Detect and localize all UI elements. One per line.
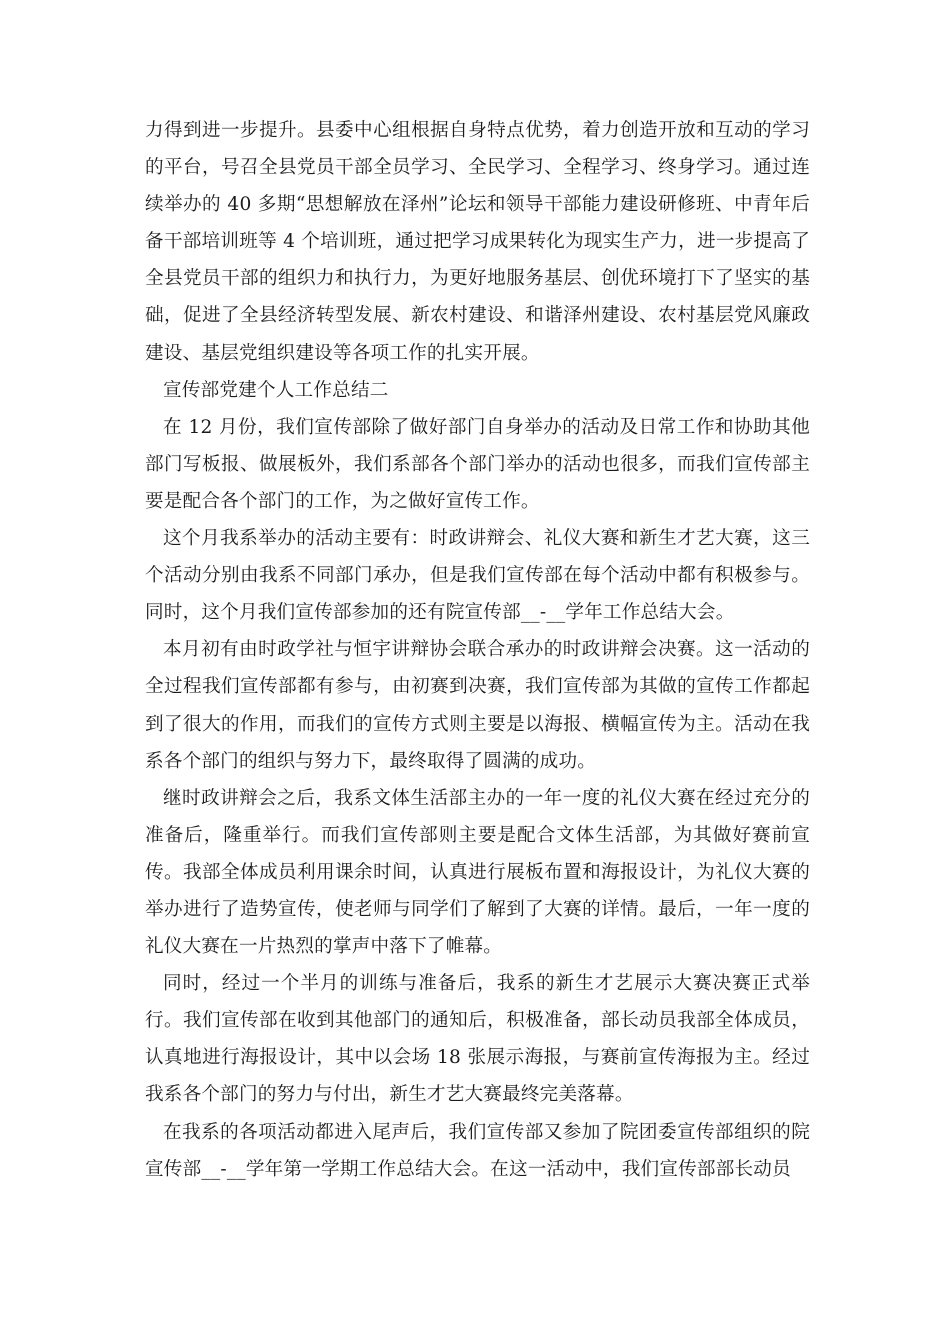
paragraph: 同时，经过一个半月的训练与准备后，我系的新生才艺展示大赛决赛正式举行。我们宣传部在收到其他部门的通知后，积极准备，部长动员我部全体成员，认真地进行海报设计，其中以会场 18 张展示海报，与赛前宣传海报为主。经过我系各个部门的努力与付出，新生才艺大赛最终完美落幕。	[145, 973, 810, 1106]
paragraph: 继时政讲辩会之后，我系文体生活部主办的一年一度的礼仪大赛在经过充分的准备后，隆重举行。而我们宣传部则主要是配合文体生活部，为其做好赛前宣传。我部全体成员利用课余时间，认真进行展板布置和海报设计，为礼仪大赛的举办进行了造势宣传，使老师与同学们了解到了大赛的详情。最后，一年一度的礼仪大赛在一片热烈的掌声中落下了帷幕。	[145, 787, 810, 958]
paragraph: 这个月我系举办的活动主要有：时政讲辩会、礼仪大赛和新生才艺大赛，这三个活动分别由我系不同部门承办，但是我们宣传部在每个活动中都有积极参与。同时，这个月我们宣传部参加的还有院宣传部__-__学年工作总结大会。	[145, 528, 810, 624]
paragraph: 在我系的各项活动都进入尾声后，我们宣传部又参加了院团委宣传部组织的院宣传部__-__学年第一学期工作总结大会。在这一活动中，我们宣传部部长动员	[145, 1121, 810, 1180]
paragraph-continuation: 力得到进一步提升。县委中心组根据自身特点优势，着力创造开放和互动的学习的平台，号召全县党员干部全员学习、全民学习、全程学习、终身学习。通过连续举办的 40 多期“思想解放在泽州”论坛和领导干部能力建设研修班、中青年后备干部培训班等 4 个培训班，通过把学习成果转化为现实生产力，进一步提高了全县党员干部的组织力和执行力，为更好地服务基层、创优环境打下了坚实的基础，促进了全县经济转型发展、新农村建设、和谐泽州建设、农村基层党风廉政建设、基层党组织建设等各项工作的扎实开展。	[145, 120, 810, 364]
paragraph: 本月初有由时政学社与恒宇讲辩协会联合承办的时政讲辩会决赛。这一活动的全过程我们宣传部都有参与，由初赛到决赛，我们宣传部为其做的宣传工作都起到了很大的作用，而我们的宣传方式则主要是以海报、横幅宣传为主。活动在我系各个部门的组织与努力下，最终取得了圆满的成功。	[145, 639, 810, 772]
section-heading: 宣传部党建个人工作总结二	[163, 379, 389, 401]
paragraph: 在 12 月份，我们宣传部除了做好部门自身举办的活动及日常工作和协助其他部门写板报、做展板外，我们系部各个部门举办的活动也很多，而我们宣传部主要是配合各个部门的工作，为之做好宣传工作。	[145, 416, 810, 512]
document-body	[145, 112, 810, 1188]
